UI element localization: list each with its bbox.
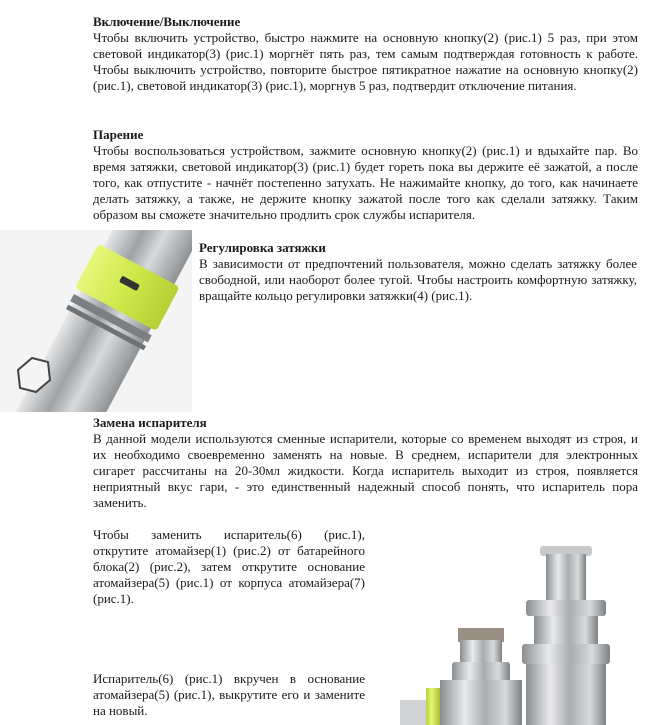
power-text: Чтобы включить устройство, быстро нажмите на основную кнопку(2) (рис.1) 5 раз, при этом световой индикатор(3) (рис.1) моргнёт пять раз, тем самым подтверждая готовность к работе. Чтобы выключить устройство, повторите быстрое пятикратное нажатие на основную кнопку(2) (рис.1), световой индикатор(3) (рис.1), моргнув 5 раз, подтвердит отключение питания. [93, 30, 638, 93]
power-heading: Включение/Выключение [93, 14, 241, 29]
atomizer-parts-photo [400, 540, 670, 725]
vaping-heading: Парение [93, 127, 144, 142]
airflow-ring-photo [0, 230, 192, 412]
airflow-heading: Регулировка затяжки [199, 240, 326, 255]
coil-text: В данной модели используются сменные испарители, которые со временем выходят из строя, и их необходимо своевременно заменять на новые. В среднем, испарители для электронных сигарет рассчитаны на 20-30мл жидкости. Когда испаритель выходит из строя, появляется неприятный вкус гари, - это единственный надежный способ понять, что испаритель пора заменить. [93, 431, 638, 510]
airflow-text: В зависимости от предпочтений пользователя, можно сделать затяжку более свободной, или наоборот более тугой. Чтобы настроить комфортную затяжку, вращайте кольцо регулировки затяжки(4) (рис.1). [199, 256, 637, 303]
coil-step1-text: Чтобы заменить испаритель(6) (рис.1), открутите атомайзер(1) (рис.2) от батарейного блока(2) (рис.2), затем открутите основание атомайзера(5) (рис.1) от корпуса атомайзера(7) (рис.1). [93, 527, 365, 606]
coil-heading: Замена испарителя [93, 415, 207, 430]
coil-step2-text: Испаритель(6) (рис.1) вкручен в основание атомайзера(5) (рис.1), выкрутите его и замените на новый. [93, 671, 365, 718]
vaping-text: Чтобы воспользоваться устройством, зажмите основную кнопку(2) (рис.1) и вдыхайте пар. Во время затяжки, световой индикатор(3) (рис.1) будет гореть пока вы держите её зажатой, а после того, как отпустите - начнёт постепенно затухать. Не нажимайте кнопку, до того, как начинаете делать затяжку, а также, не держите кнопку зажатой после того как сделали затяжку. Таким образом вы сможете значительно продлить срок службы испарителя. [93, 143, 638, 222]
